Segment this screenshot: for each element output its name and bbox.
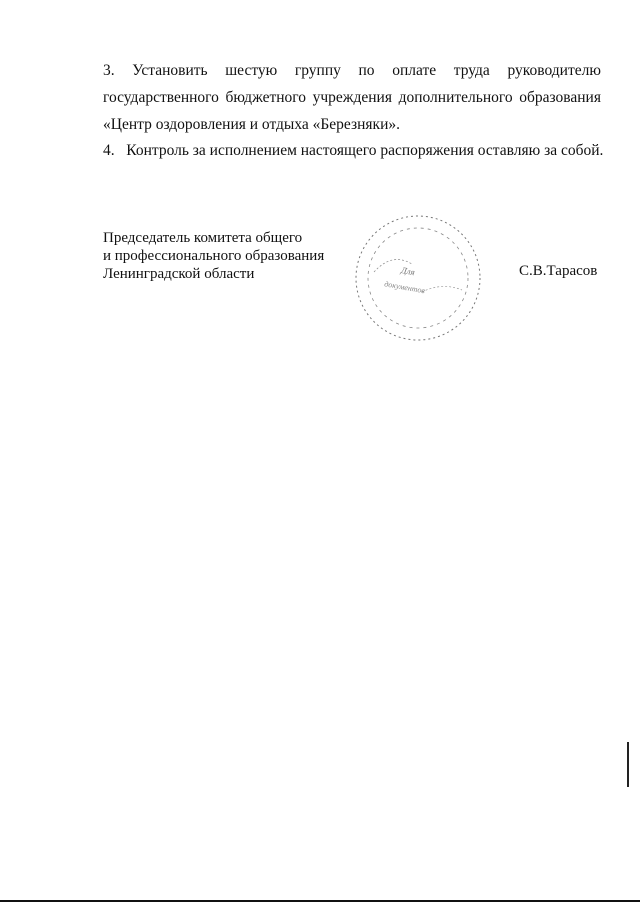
item4-number: 4. [103,142,115,159]
margin-mark [627,742,629,787]
position-line3: Ленинградской области [103,266,255,282]
position-line1: Председатель комитета общего [103,230,303,246]
svg-text:документов: документов [383,279,426,296]
official-stamp-icon [352,212,484,344]
bottom-rule [0,900,640,902]
item4-line [103,142,604,160]
item3-line3: «Центр оздоровления и отдыха «Березняки». [103,116,400,133]
item4-text: Контроль за исполнением настоящего распоряжения оставляю за собой. [126,142,604,159]
svg-text:Для: Для [400,265,416,278]
signature-block [103,229,324,283]
signatory-name: С.В.Тарасов [519,263,598,279]
item3-line1: 3. Установить шестую группу по оплате труда руководителю [103,62,601,79]
item3-line2: государственного бюджетного учреждения дополнительного образования [103,89,601,106]
position-line2: и профессионального образования [103,248,325,264]
item3-number: 3. [103,62,115,79]
